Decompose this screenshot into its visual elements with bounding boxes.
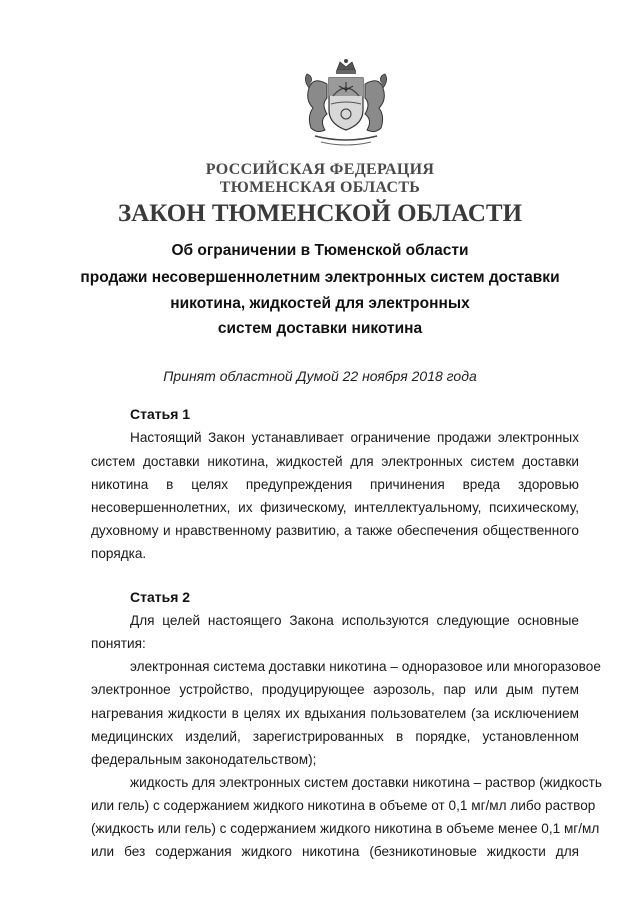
article-2-line: жидкость для электронных систем доставки никотина – раствор (жидкость <box>130 775 602 790</box>
article-1-line: систем доставки никотина, жидкостей для электронных систем доставки <box>91 454 579 469</box>
article-1-line: никотина в целях предупреждения причинения вреда здоровью <box>91 477 579 492</box>
article-2-heading: Статья 2 <box>130 589 191 605</box>
article-2-line: (жидкость или гель) с содержанием жидкого никотина в объеме менее 0,1 мг/мл <box>91 821 600 836</box>
subject-line-2: продажи несовершеннолетним электронных систем доставки <box>80 269 560 286</box>
coat-of-arms-icon <box>287 58 405 150</box>
subject-line-4: систем доставки никотина <box>217 320 423 337</box>
article-2-line: электронная система доставки никотина – одноразовое или многоразовое <box>130 659 601 674</box>
law-title: ЗАКОН ТЮМЕНСКОЙ ОБЛАСТИ <box>117 200 523 227</box>
article-1-line: духовному и нравственному развитию, а также обеспечения общественного <box>91 523 579 538</box>
article-2-line: медицинских изделий, зарегистрированных в порядке, установленном <box>91 729 579 744</box>
country-heading: РОССИЙСКАЯ ФЕДЕРАЦИЯ <box>205 161 435 178</box>
article-2-line: или без содержания жидкого никотина (безникотиновые жидкости для <box>91 844 579 859</box>
article-2-line: Для целей настоящего Закона используются следующие основные <box>130 613 579 628</box>
article-1-line: Настоящий Закон устанавливает ограничение продажи электронных <box>130 430 579 445</box>
article-2-line: электронное устройство, продуцирующее аэрозоль, пар или дым путем <box>91 682 579 697</box>
adoption-note: Принят областной Думой 22 ноября 2018 года <box>163 368 477 384</box>
article-2-line: понятия: <box>91 636 146 651</box>
article-1-line: несовершеннолетних, их физическому, интеллектуальному, психическому, <box>91 500 579 515</box>
article-1-line: порядка. <box>91 546 147 561</box>
article-1-heading: Статья 1 <box>130 406 191 422</box>
region-heading: ТЮМЕНСКАЯ ОБЛАСТЬ <box>219 179 421 196</box>
article-2-line: нагревания жидкости в целях их вдыхания пользователем (за исключением <box>91 706 579 721</box>
subject-line-3: никотина, жидкостей для электронных <box>170 295 470 312</box>
subject-line-1: Об ограничении в Тюменской области <box>171 242 469 259</box>
article-2-line: или гель) с содержанием жидкого никотина в объеме от 0,1 мг/мл либо раствор <box>91 798 596 813</box>
article-2-line: федеральным законодательством); <box>91 752 317 767</box>
